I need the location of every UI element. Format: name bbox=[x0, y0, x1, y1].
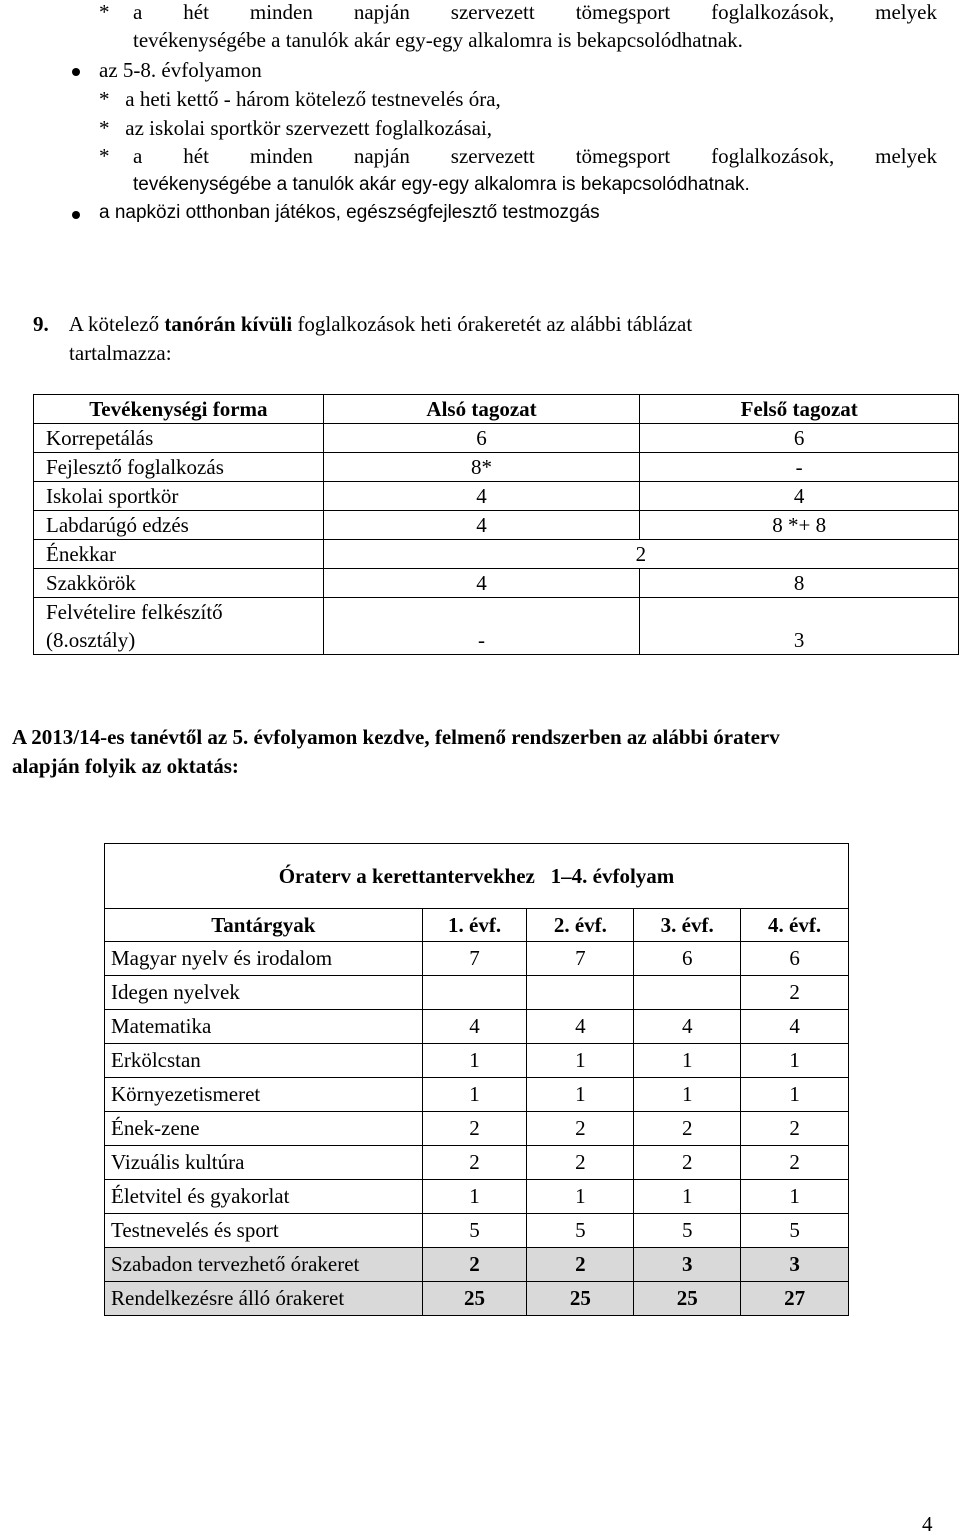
bullet-icon bbox=[72, 68, 80, 76]
section-number: 9. bbox=[33, 312, 49, 336]
table-cell: - bbox=[640, 453, 959, 482]
table-cell: 1 bbox=[422, 1078, 527, 1112]
table-cell: Vizuális kultúra bbox=[105, 1146, 423, 1180]
table-cell: 6 bbox=[634, 942, 741, 976]
table-title-text: Óraterv a kerettantervekhez 1–4. évfolyam bbox=[278, 863, 675, 888]
table-cell: Testnevelés és sport bbox=[105, 1214, 423, 1248]
table-cell: 3 bbox=[634, 1248, 741, 1282]
table-cell: 6 bbox=[640, 424, 959, 453]
table-cell: 2 bbox=[741, 976, 849, 1010]
table-cell: 1 bbox=[741, 1180, 849, 1214]
intro-line-4: * a heti kettő - három kötelező testnevelés óra, bbox=[99, 87, 501, 111]
table-header-cell: 1. évf. bbox=[422, 909, 527, 942]
word: foglalkozások, bbox=[711, 144, 835, 168]
table-cell: 4 bbox=[527, 1010, 634, 1044]
intro-line-1-star: * bbox=[99, 0, 110, 24]
table-cell: Szabadon tervezhető órakeret bbox=[105, 1248, 423, 1282]
table-cell: 1 bbox=[527, 1078, 634, 1112]
table-cell: 6 bbox=[323, 424, 640, 453]
table-cell: 6 bbox=[741, 942, 849, 976]
table-cell bbox=[527, 976, 634, 1010]
table-cell: Erkölcstan bbox=[105, 1044, 423, 1078]
intro-line-1 bbox=[133, 0, 937, 24]
table-header-cell: Tantárgyak bbox=[105, 909, 423, 942]
table-row bbox=[105, 1282, 849, 1316]
table-header-cell: 3. évf. bbox=[634, 909, 741, 942]
word: napján bbox=[353, 0, 410, 24]
table-cell: 4 bbox=[323, 569, 640, 598]
table-cell: 4 bbox=[640, 482, 959, 511]
table-row bbox=[105, 1180, 849, 1214]
table-cell: - bbox=[323, 598, 640, 655]
table-row bbox=[105, 1044, 849, 1078]
table-header-row bbox=[34, 395, 959, 424]
table-cell: Iskolai sportkör bbox=[34, 482, 324, 511]
table-row bbox=[34, 511, 959, 540]
curriculum-table bbox=[104, 843, 849, 1316]
table-cell: 25 bbox=[634, 1282, 741, 1316]
page-number: 4 bbox=[922, 1512, 933, 1536]
intro-line-2: tevékenységébe a tanulók akár egy-egy alkalomra is bekapcsolódhatnak. bbox=[133, 28, 743, 52]
table-cell: 2 bbox=[634, 1112, 741, 1146]
table-cell-line: Felvételire felkészítő bbox=[46, 600, 223, 624]
table-cell: 3 bbox=[640, 598, 959, 655]
table-cell: 2 bbox=[634, 1146, 741, 1180]
table-cell: 2 bbox=[422, 1146, 527, 1180]
intro-line-8: a napközi otthonban játékos, egészségfejlesztő testmozgás bbox=[99, 202, 600, 223]
section-text-a: A kötelező bbox=[68, 312, 160, 336]
table-cell: 2 bbox=[323, 540, 958, 569]
table-cell: Életvitel és gyakorlat bbox=[105, 1180, 423, 1214]
table-cell: 1 bbox=[634, 1180, 741, 1214]
word: a bbox=[133, 0, 143, 24]
word: melyek bbox=[875, 144, 937, 168]
word: minden bbox=[249, 144, 313, 168]
word: szervezett bbox=[450, 0, 535, 24]
table-row bbox=[34, 424, 959, 453]
extracurricular-hours-table bbox=[33, 394, 959, 655]
table-cell: Idegen nyelvek bbox=[105, 976, 423, 1010]
table-cell: 3 bbox=[741, 1248, 849, 1282]
table-cell: 4 bbox=[634, 1010, 741, 1044]
table-cell: 25 bbox=[527, 1282, 634, 1316]
table-header-row bbox=[105, 909, 849, 942]
table-cell: Ének-zene bbox=[105, 1112, 423, 1146]
table-title-row bbox=[105, 844, 849, 909]
table-cell: 2 bbox=[422, 1112, 527, 1146]
table-cell: 1 bbox=[741, 1044, 849, 1078]
table-cell bbox=[422, 976, 527, 1010]
word: hét bbox=[183, 0, 209, 24]
table-cell: 2 bbox=[527, 1146, 634, 1180]
table-cell: 1 bbox=[422, 1044, 527, 1078]
section-text-b: foglalkozások heti órakeretét az alábbi táblázat bbox=[297, 312, 693, 336]
intro-line-5: * az iskolai sportkör szervezett foglalkozásai, bbox=[99, 116, 493, 140]
table-row bbox=[105, 1248, 849, 1282]
table-row bbox=[34, 453, 959, 482]
table-cell: 1 bbox=[422, 1180, 527, 1214]
word: minden bbox=[249, 0, 313, 24]
section-9-line-1 bbox=[33, 312, 692, 337]
table-cell: 2 bbox=[741, 1112, 849, 1146]
table-cell: 1 bbox=[527, 1180, 634, 1214]
table-cell: 8* bbox=[323, 453, 640, 482]
table-cell: 5 bbox=[422, 1214, 527, 1248]
table-cell: Énekkar bbox=[34, 540, 324, 569]
table-cell: 8 *+ 8 bbox=[640, 511, 959, 540]
table-cell: 1 bbox=[741, 1078, 849, 1112]
table-row bbox=[105, 1214, 849, 1248]
table-cell: 2 bbox=[422, 1248, 527, 1282]
table-row bbox=[105, 1146, 849, 1180]
word: tömegsport bbox=[575, 144, 671, 168]
table-cell: 27 bbox=[741, 1282, 849, 1316]
table-cell: 4 bbox=[323, 482, 640, 511]
table-row bbox=[34, 540, 959, 569]
table-row bbox=[34, 482, 959, 511]
table-header-cell: Tevékenységi forma bbox=[34, 395, 324, 424]
table-cell-line: (8.osztály) bbox=[46, 628, 136, 652]
section-text-bold: tanórán kívüli bbox=[164, 312, 293, 336]
intro-line-3: az 5-8. évfolyamon bbox=[99, 58, 262, 82]
table-header-cell: Felső tagozat bbox=[640, 395, 959, 424]
table-cell: Fejlesztő foglalkozás bbox=[34, 453, 324, 482]
table-cell: 2 bbox=[527, 1248, 634, 1282]
table-row bbox=[34, 598, 959, 655]
intro-line-7: tevékenységébe a tanulók akár egy-egy alkalomra is bekapcsolódhatnak. bbox=[133, 174, 750, 195]
bullet-icon bbox=[72, 211, 80, 219]
table-cell: 4 bbox=[741, 1010, 849, 1044]
word: napján bbox=[353, 144, 410, 168]
table-row bbox=[105, 1112, 849, 1146]
table-row bbox=[105, 976, 849, 1010]
table-cell: Korrepetálás bbox=[34, 424, 324, 453]
table-cell: 25 bbox=[422, 1282, 527, 1316]
table-cell: Matematika bbox=[105, 1010, 423, 1044]
table-cell bbox=[634, 976, 741, 1010]
table-cell: Szakkörök bbox=[34, 569, 324, 598]
table-cell: Magyar nyelv és irodalom bbox=[105, 942, 423, 976]
word: melyek bbox=[875, 0, 937, 24]
table-header-cell: Alsó tagozat bbox=[323, 395, 640, 424]
table-title bbox=[105, 844, 849, 909]
word: foglalkozások, bbox=[711, 0, 835, 24]
table-cell: Rendelkezésre álló órakeret bbox=[105, 1282, 423, 1316]
table-cell: 1 bbox=[634, 1044, 741, 1078]
word: hét bbox=[183, 144, 209, 168]
table-header-cell: 4. évf. bbox=[741, 909, 849, 942]
table-cell: 1 bbox=[634, 1078, 741, 1112]
intro-line-6-star: * bbox=[99, 144, 110, 168]
table-row bbox=[105, 942, 849, 976]
table-cell: Labdarúgó edzés bbox=[34, 511, 324, 540]
table-cell bbox=[34, 598, 324, 655]
curriculum-intro-line-1: A 2013/14-es tanévtől az 5. évfolyamon kezdve, felmenő rendszerben az alábbi óraterv bbox=[12, 725, 780, 749]
table-row bbox=[105, 1010, 849, 1044]
table-cell: 7 bbox=[527, 942, 634, 976]
table-cell: 5 bbox=[527, 1214, 634, 1248]
table-cell: Környezetismeret bbox=[105, 1078, 423, 1112]
table-cell: 8 bbox=[640, 569, 959, 598]
table-cell: 4 bbox=[323, 511, 640, 540]
curriculum-intro-line-2: alapján folyik az oktatás: bbox=[12, 754, 239, 778]
table-cell: 2 bbox=[741, 1146, 849, 1180]
table-header-cell: 2. évf. bbox=[527, 909, 634, 942]
table-cell: 5 bbox=[634, 1214, 741, 1248]
table-cell: 7 bbox=[422, 942, 527, 976]
table-cell: 1 bbox=[527, 1044, 634, 1078]
table-cell: 5 bbox=[741, 1214, 849, 1248]
table-row bbox=[34, 569, 959, 598]
word: szervezett bbox=[450, 144, 535, 168]
section-9-line-2: tartalmazza: bbox=[69, 341, 172, 365]
intro-line-6 bbox=[133, 144, 937, 169]
table-row bbox=[105, 1078, 849, 1112]
word: a bbox=[133, 144, 143, 168]
table-cell: 2 bbox=[527, 1112, 634, 1146]
word: tömegsport bbox=[575, 0, 671, 24]
table-cell: 4 bbox=[422, 1010, 527, 1044]
